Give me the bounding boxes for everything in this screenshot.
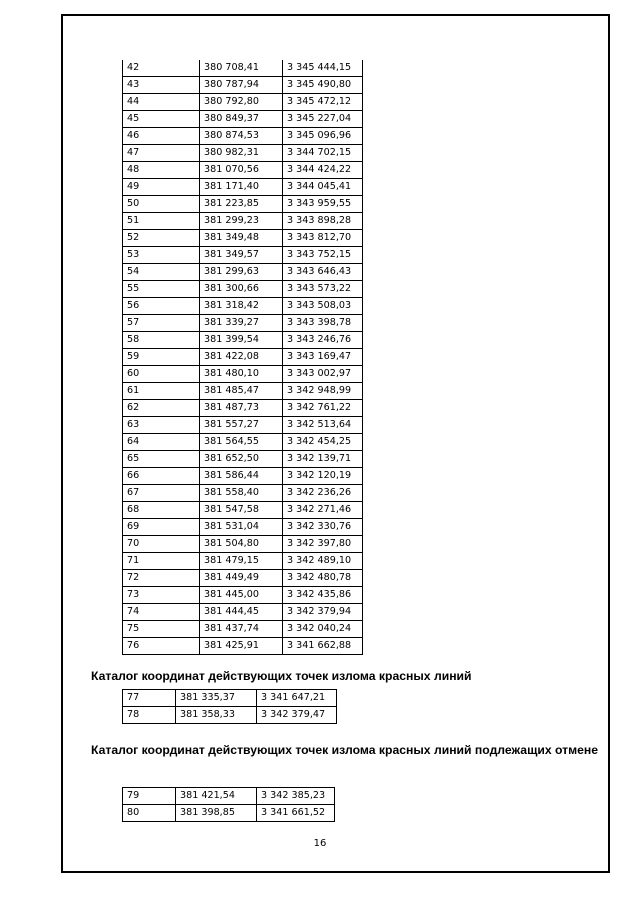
x-coordinate-cell: 381 425,91 bbox=[200, 638, 283, 655]
table-row bbox=[123, 553, 363, 570]
page-number: 16 bbox=[313, 838, 327, 849]
x-coordinate-cell: 381 339,27 bbox=[200, 315, 283, 332]
x-coordinate-cell: 381 557,27 bbox=[200, 417, 283, 434]
point-number-cell: 56 bbox=[123, 298, 200, 315]
coordinates-table bbox=[122, 60, 363, 655]
table-row bbox=[123, 587, 363, 604]
x-coordinate-cell: 381 652,50 bbox=[200, 451, 283, 468]
point-number-cell: 68 bbox=[123, 502, 200, 519]
x-coordinate-cell: 381 422,08 bbox=[200, 349, 283, 366]
point-number-cell: 72 bbox=[123, 570, 200, 587]
point-number-cell: 70 bbox=[123, 536, 200, 553]
point-number-cell: 67 bbox=[123, 485, 200, 502]
table-row bbox=[123, 77, 363, 94]
table-row bbox=[123, 805, 335, 822]
table-row bbox=[123, 519, 363, 536]
point-number-cell: 74 bbox=[123, 604, 200, 621]
table-row bbox=[123, 179, 363, 196]
x-coordinate-cell: 381 531,04 bbox=[200, 519, 283, 536]
point-number-cell: 66 bbox=[123, 468, 200, 485]
table-row bbox=[123, 349, 363, 366]
active-points-table-body bbox=[123, 690, 337, 724]
point-number-cell: 52 bbox=[123, 230, 200, 247]
y-coordinate-cell: 3 343 898,28 bbox=[283, 213, 363, 230]
point-number-cell: 59 bbox=[123, 349, 200, 366]
point-number-cell: 48 bbox=[123, 162, 200, 179]
table-row bbox=[123, 621, 363, 638]
table-row bbox=[123, 128, 363, 145]
y-coordinate-cell: 3 343 812,70 bbox=[283, 230, 363, 247]
table-row bbox=[123, 570, 363, 587]
x-coordinate-cell: 381 487,73 bbox=[200, 400, 283, 417]
point-number-cell: 60 bbox=[123, 366, 200, 383]
point-number-cell: 57 bbox=[123, 315, 200, 332]
point-number-cell: 44 bbox=[123, 94, 200, 111]
point-number-cell: 71 bbox=[123, 553, 200, 570]
point-number-cell: 61 bbox=[123, 383, 200, 400]
x-coordinate-cell: 381 437,74 bbox=[200, 621, 283, 638]
active-points-heading: Каталог координат действующих точек излома красных линий bbox=[91, 669, 472, 683]
x-coordinate-cell: 381 480,10 bbox=[200, 366, 283, 383]
table-row bbox=[123, 332, 363, 349]
y-coordinate-cell: 3 345 490,80 bbox=[283, 77, 363, 94]
x-coordinate-cell: 381 485,47 bbox=[200, 383, 283, 400]
x-coordinate-cell: 381 070,56 bbox=[200, 162, 283, 179]
point-number-cell: 45 bbox=[123, 111, 200, 128]
table-row bbox=[123, 451, 363, 468]
table-row bbox=[123, 434, 363, 451]
y-coordinate-cell: 3 345 227,04 bbox=[283, 111, 363, 128]
y-coordinate-cell: 3 345 472,12 bbox=[283, 94, 363, 111]
table-row bbox=[123, 230, 363, 247]
point-number-cell: 50 bbox=[123, 196, 200, 213]
y-coordinate-cell: 3 344 702,15 bbox=[283, 145, 363, 162]
table-row bbox=[123, 788, 335, 805]
y-coordinate-cell: 3 342 139,71 bbox=[283, 451, 363, 468]
table-row bbox=[123, 604, 363, 621]
y-coordinate-cell: 3 343 398,78 bbox=[283, 315, 363, 332]
y-coordinate-cell: 3 344 045,41 bbox=[283, 179, 363, 196]
table-row bbox=[123, 145, 363, 162]
table-row bbox=[123, 60, 363, 77]
y-coordinate-cell: 3 343 959,55 bbox=[283, 196, 363, 213]
table-row bbox=[123, 315, 363, 332]
table-row bbox=[123, 690, 337, 707]
point-number-cell: 43 bbox=[123, 77, 200, 94]
y-coordinate-cell: 3 344 424,22 bbox=[283, 162, 363, 179]
y-coordinate-cell: 3 342 330,76 bbox=[283, 519, 363, 536]
point-number-cell: 77 bbox=[123, 690, 176, 707]
y-coordinate-cell: 3 343 646,43 bbox=[283, 264, 363, 281]
y-coordinate-cell: 3 342 271,46 bbox=[283, 502, 363, 519]
table-row bbox=[123, 400, 363, 417]
y-coordinate-cell: 3 343 752,15 bbox=[283, 247, 363, 264]
x-coordinate-cell: 381 358,33 bbox=[176, 707, 257, 724]
point-number-cell: 54 bbox=[123, 264, 200, 281]
y-coordinate-cell: 3 341 647,21 bbox=[257, 690, 337, 707]
x-coordinate-cell: 381 449,49 bbox=[200, 570, 283, 587]
x-coordinate-cell: 381 300,66 bbox=[200, 281, 283, 298]
y-coordinate-cell: 3 343 573,22 bbox=[283, 281, 363, 298]
y-coordinate-cell: 3 342 120,19 bbox=[283, 468, 363, 485]
table-row bbox=[123, 94, 363, 111]
table-row bbox=[123, 536, 363, 553]
coordinates-table-body bbox=[123, 60, 363, 655]
y-coordinate-cell: 3 342 385,23 bbox=[257, 788, 335, 805]
point-number-cell: 76 bbox=[123, 638, 200, 655]
point-number-cell: 79 bbox=[123, 788, 176, 805]
x-coordinate-cell: 380 849,37 bbox=[200, 111, 283, 128]
cancel-points-table-body bbox=[123, 788, 335, 822]
point-number-cell: 63 bbox=[123, 417, 200, 434]
y-coordinate-cell: 3 343 246,76 bbox=[283, 332, 363, 349]
x-coordinate-cell: 381 171,40 bbox=[200, 179, 283, 196]
point-number-cell: 46 bbox=[123, 128, 200, 145]
y-coordinate-cell: 3 342 761,22 bbox=[283, 400, 363, 417]
x-coordinate-cell: 381 299,63 bbox=[200, 264, 283, 281]
x-coordinate-cell: 381 349,48 bbox=[200, 230, 283, 247]
y-coordinate-cell: 3 342 379,47 bbox=[257, 707, 337, 724]
table-row bbox=[123, 281, 363, 298]
y-coordinate-cell: 3 345 096,96 bbox=[283, 128, 363, 145]
point-number-cell: 64 bbox=[123, 434, 200, 451]
y-coordinate-cell: 3 342 489,10 bbox=[283, 553, 363, 570]
y-coordinate-cell: 3 342 513,64 bbox=[283, 417, 363, 434]
table-row bbox=[123, 383, 363, 400]
table-row bbox=[123, 468, 363, 485]
table-row bbox=[123, 196, 363, 213]
table-row bbox=[123, 247, 363, 264]
y-coordinate-cell: 3 341 662,88 bbox=[283, 638, 363, 655]
x-coordinate-cell: 381 564,55 bbox=[200, 434, 283, 451]
x-coordinate-cell: 381 398,85 bbox=[176, 805, 257, 822]
x-coordinate-cell: 381 349,57 bbox=[200, 247, 283, 264]
point-number-cell: 73 bbox=[123, 587, 200, 604]
x-coordinate-cell: 381 445,00 bbox=[200, 587, 283, 604]
cancel-points-table bbox=[122, 787, 335, 822]
y-coordinate-cell: 3 341 661,52 bbox=[257, 805, 335, 822]
x-coordinate-cell: 380 787,94 bbox=[200, 77, 283, 94]
point-number-cell: 47 bbox=[123, 145, 200, 162]
x-coordinate-cell: 381 547,58 bbox=[200, 502, 283, 519]
point-number-cell: 49 bbox=[123, 179, 200, 196]
point-number-cell: 51 bbox=[123, 213, 200, 230]
y-coordinate-cell: 3 342 435,86 bbox=[283, 587, 363, 604]
x-coordinate-cell: 380 708,41 bbox=[200, 60, 283, 77]
x-coordinate-cell: 380 792,80 bbox=[200, 94, 283, 111]
active-points-table bbox=[122, 689, 337, 724]
point-number-cell: 42 bbox=[123, 60, 200, 77]
point-number-cell: 58 bbox=[123, 332, 200, 349]
x-coordinate-cell: 381 318,42 bbox=[200, 298, 283, 315]
y-coordinate-cell: 3 343 508,03 bbox=[283, 298, 363, 315]
x-coordinate-cell: 381 479,15 bbox=[200, 553, 283, 570]
point-number-cell: 80 bbox=[123, 805, 176, 822]
x-coordinate-cell: 381 421,54 bbox=[176, 788, 257, 805]
table-row bbox=[123, 417, 363, 434]
cancel-points-heading: Каталог координат действующих точек излома красных линий подлежащих отмене bbox=[91, 743, 599, 757]
y-coordinate-cell: 3 342 040,24 bbox=[283, 621, 363, 638]
point-number-cell: 62 bbox=[123, 400, 200, 417]
x-coordinate-cell: 381 399,54 bbox=[200, 332, 283, 349]
y-coordinate-cell: 3 342 948,99 bbox=[283, 383, 363, 400]
x-coordinate-cell: 381 504,80 bbox=[200, 536, 283, 553]
x-coordinate-cell: 380 874,53 bbox=[200, 128, 283, 145]
table-row bbox=[123, 485, 363, 502]
table-row bbox=[123, 162, 363, 179]
y-coordinate-cell: 3 343 169,47 bbox=[283, 349, 363, 366]
x-coordinate-cell: 381 444,45 bbox=[200, 604, 283, 621]
y-coordinate-cell: 3 342 379,94 bbox=[283, 604, 363, 621]
point-number-cell: 65 bbox=[123, 451, 200, 468]
x-coordinate-cell: 380 982,31 bbox=[200, 145, 283, 162]
table-row bbox=[123, 111, 363, 128]
x-coordinate-cell: 381 223,85 bbox=[200, 196, 283, 213]
table-row bbox=[123, 638, 363, 655]
y-coordinate-cell: 3 342 454,25 bbox=[283, 434, 363, 451]
table-row bbox=[123, 213, 363, 230]
table-row bbox=[123, 264, 363, 281]
point-number-cell: 75 bbox=[123, 621, 200, 638]
y-coordinate-cell: 3 342 480,78 bbox=[283, 570, 363, 587]
x-coordinate-cell: 381 299,23 bbox=[200, 213, 283, 230]
x-coordinate-cell: 381 558,40 bbox=[200, 485, 283, 502]
y-coordinate-cell: 3 345 444,15 bbox=[283, 60, 363, 77]
y-coordinate-cell: 3 342 397,80 bbox=[283, 536, 363, 553]
table-row bbox=[123, 366, 363, 383]
point-number-cell: 69 bbox=[123, 519, 200, 536]
point-number-cell: 53 bbox=[123, 247, 200, 264]
table-row bbox=[123, 502, 363, 519]
table-row bbox=[123, 298, 363, 315]
point-number-cell: 78 bbox=[123, 707, 176, 724]
x-coordinate-cell: 381 586,44 bbox=[200, 468, 283, 485]
y-coordinate-cell: 3 342 236,26 bbox=[283, 485, 363, 502]
x-coordinate-cell: 381 335,37 bbox=[176, 690, 257, 707]
point-number-cell: 55 bbox=[123, 281, 200, 298]
table-row bbox=[123, 707, 337, 724]
y-coordinate-cell: 3 343 002,97 bbox=[283, 366, 363, 383]
